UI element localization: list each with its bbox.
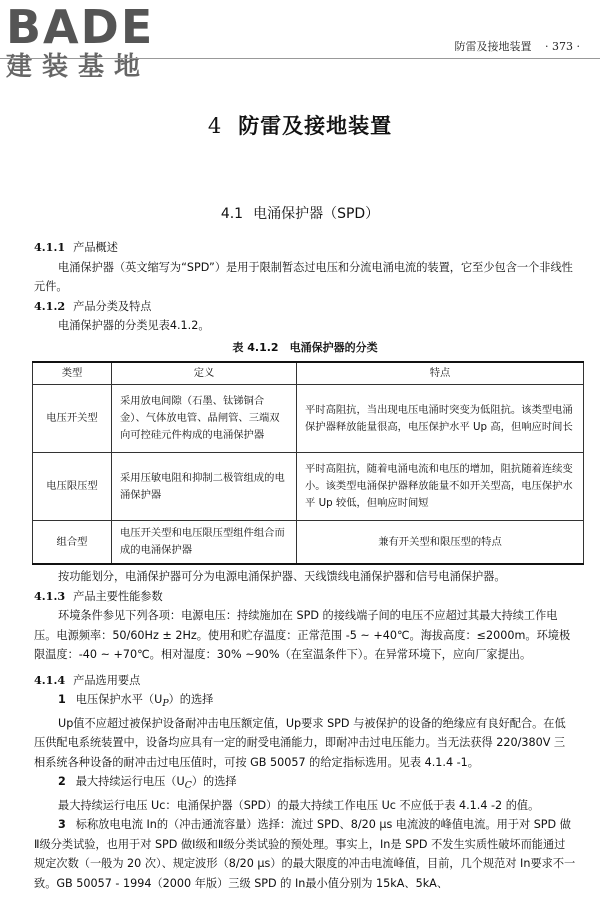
chapter-heading <box>0 110 600 140</box>
running-header <box>455 38 580 54</box>
table-header-cell: 定义 <box>112 362 297 385</box>
table-cell-feature: 平时高阻抗，随着电涌电流和电压的增加，阻抗随着连续变小。该类型电涌保护器释放能量不如开关型高，电压保护水平 Up 较低，但响应时间短 <box>297 453 584 521</box>
item-1-heading: 1 电压保护水平$(U_P)$的选择 <box>58 693 214 710</box>
running-title: 防雷及接地装置 <box>454 40 532 53</box>
item-1-text: Up值不应超过被保护设备耐冲击电压额定值，Up要求 SPD 与被保护的设备的绝缘应有良好配合。在低压供配电系统装置中，设备均应具有一定的耐受电涌能力，即耐冲击过电压能力。当无法获得 220/380V 三相系统各种设备的耐冲击过电压值时，可按 GB 50057 的给定指标选用。见表 4.1.4 -1。 <box>34 716 566 769</box>
heading-4-1-4: 4.1.4 产品选用要点 <box>34 672 141 687</box>
table-row <box>33 453 584 521</box>
heading-4-1-3: 4.1.3 产品主要性能参数 <box>34 588 163 603</box>
chapter-number: 4 <box>207 114 223 138</box>
table-cell-type: 电压开关型 <box>33 385 112 453</box>
section-title: 电涌保护器（SPD） <box>253 206 380 222</box>
logo-text-en: BADE <box>6 0 155 54</box>
item-3-text: 3 标称放电电流 In的（冲击通流容量）选择：流过 SPD、8/20 μs 电流波的峰值电流。用于对 SPD 做Ⅱ级分类试验，也用于对 SPD 做Ⅰ级和Ⅱ级分类试验的预处理。事实上，In是 SPD 不发生实质性破坏而能通过规定次数（一般为 20 次）、规定波形（8/20 μs）的最大限度的冲击电流峰值，目前，几个规范对 In要求不一致。GB 50057 - 1994（2000 年版）三级 SPD 的 In最小值分别为 15kA、5kA、 <box>34 818 576 890</box>
table-cell-type: 组合型 <box>33 521 112 565</box>
table-header-cell: 特点 <box>297 362 584 385</box>
paragraph-after-table: 按功能划分，电涌保护器可分为电源电涌保护器、天线馈线电涌保护器和信号电涌保护器。 <box>58 570 506 583</box>
table-cell-definition: 采用压敏电阻和抑制二极管组成的电涌保护器 <box>112 453 297 521</box>
heading-4-1-2: 4.1.2 产品分类及特点 <box>34 298 152 313</box>
paragraph-4-1-2: 电涌保护器的分类见表4.1.2。 <box>58 319 210 332</box>
item-2-heading: 2 最大持续运行电压$(U_C)$的选择 <box>58 775 237 792</box>
body-text-top <box>34 238 576 893</box>
logo-text-cn: 建装基地 <box>6 52 151 82</box>
header-rule <box>0 58 600 59</box>
table-cell-type: 电压限压型 <box>33 453 112 521</box>
table-cell-definition: 电压开关型和电压限压型组件组合而成的电涌保护器 <box>112 521 297 565</box>
table-caption: 表 4.1.2 电涌保护器的分类 <box>232 340 378 354</box>
paragraph-4-1-3: 环境条件参见下列各项：电源电压：持续施加在 SPD 的接线端子间的电压不应超过其最大持续工作电压。电源频率：50/60Hz ± 2Hz。使用和贮存温度：正常范围 -5 ~ +40℃。海拔高度：≤2000m。环境极限温度：-40 ~ +70℃。相对湿度：30% ~90%（在室温条件下）。在异常环境下，应向厂家提出。 <box>34 609 571 661</box>
heading-4-1-1: 4.1.1 产品概述 <box>34 240 118 254</box>
section-heading <box>0 203 600 223</box>
table-header-cell: 类型 <box>33 362 112 385</box>
section-number: 4.1 <box>220 206 244 222</box>
item-2-text: 最大持续运行电压 Uc：电涌保护器（SPD）的最大持续工作电压 Uc 不应低于表 4.1.4 -2 的值。 <box>58 798 540 812</box>
spd-classification-table <box>32 361 584 565</box>
logo <box>6 0 176 82</box>
table-cell-definition: 采用放电间隙（石墨、钛锑铜合金）、气体放电管、晶闸管、三端双向可控硅元件构成的电涌保护器 <box>112 385 297 453</box>
table-row <box>33 521 584 565</box>
table-header-row <box>33 362 584 385</box>
chapter-title: 防雷及接地装置 <box>238 114 393 138</box>
table-cell-feature: 平时高阻抗，当出现电压电涌时突变为低阻抗。该类型电涌保护器释放能量很高，电压保护水平 Up 高，但响应时间长 <box>297 385 584 453</box>
table-cell-feature: 兼有开关型和限压型的特点 <box>297 521 584 565</box>
table-row <box>33 385 584 453</box>
page-number: · 373 · <box>545 40 580 53</box>
paragraph-4-1-1: 电涌保护器（英文缩写为“SPD”）是用于限制暂态过电压和分流电涌电流的装置，它至少包含一个非线性元件。 <box>34 260 573 293</box>
